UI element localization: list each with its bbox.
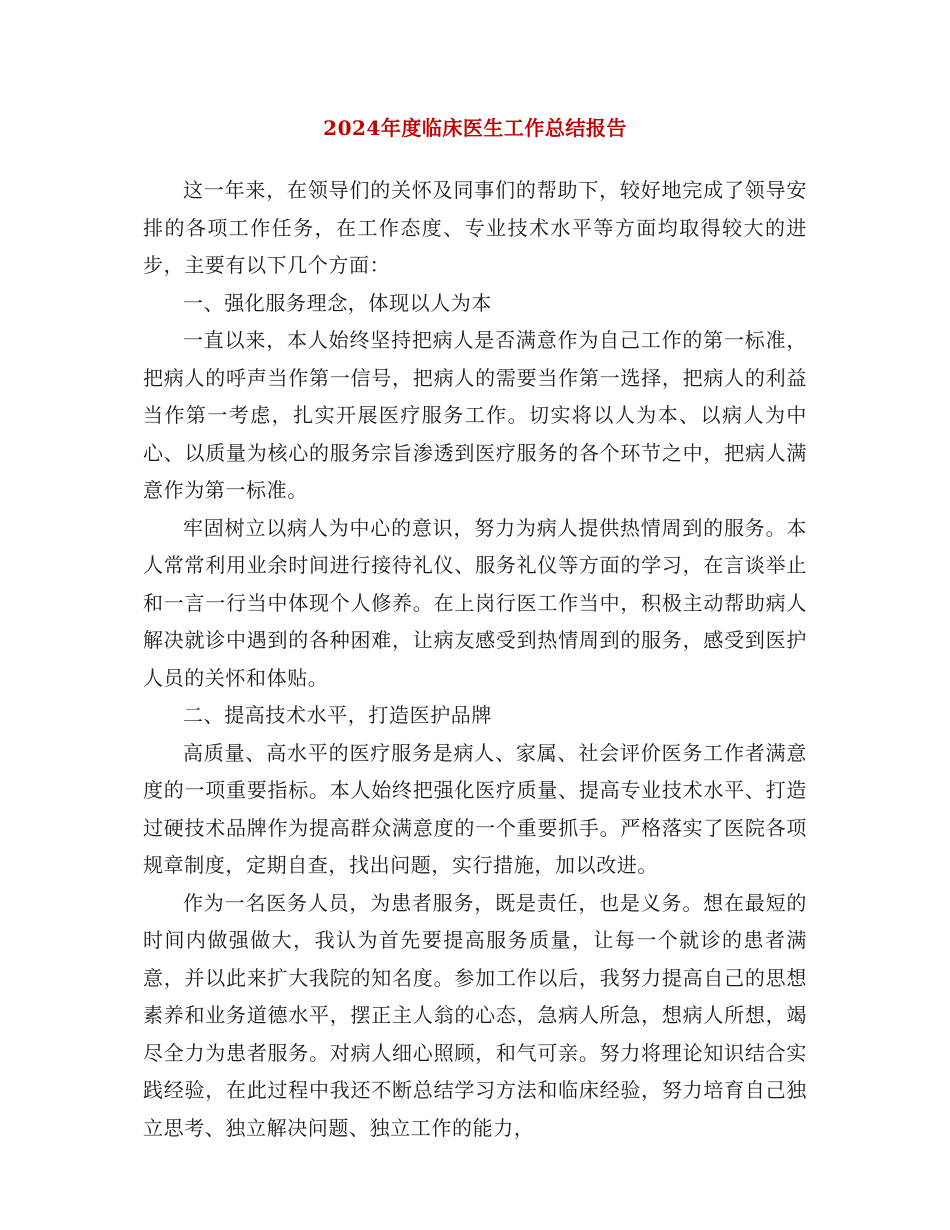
document-page <box>143 108 807 1147</box>
paragraph-service: 作为一名医务人员，为患者服务，既是责任，也是义务。想在最短的时间内做强做大，我认为首先要提高服务质量，让每一个就诊的患者满意，并以此来扩大我院的知名度。参加工作以后，我努力提高自己的思想素养和业务道德水平，摆正主人翁的心态，急病人所急，想病人所想，竭尽全力为患者服务。对病人细心照顾，和气可亲。努力将理论知识结合实践经验，在此过程中我还不断总结学习方法和临床经验，努力培育自己独立思考、独立解决问题、独立工作的能力， <box>143 890 807 1140</box>
section-heading-1: 一、强化服务理念，体现以人为本 <box>183 290 492 315</box>
document-title: 2024年度临床医生工作总结报告 <box>323 116 627 140</box>
paragraph-intro: 这一年来，在领导们的关怀及同事们的帮助下，较好地完成了领导安排的各项工作任务，在工作态度、专业技术水平等方面均取得较大的进步，主要有以下几个方面： <box>143 178 807 277</box>
paragraph-patient-centered: 牢固树立以病人为中心的意识，努力为病人提供热情周到的服务。本人常常利用业余时间进行接待礼仪、服务礼仪等方面的学习，在言谈举止和一言一行当中体现个人修养。在上岗行医工作当中，积极主动帮助病人解决就诊中遇到的各种困难，让病友感受到热情周到的服务，感受到医护人员的关怀和体贴。 <box>143 515 807 690</box>
paragraph-quality: 高质量、高水平的医疗服务是病人、家属、社会评价医务工作者满意度的一项重要指标。本人始终把强化医疗质量、提高专业技术水平、打造过硬技术品牌作为提高群众满意度的一个重要抓手。严格落实了医院各项规章制度，定期自查，找出问题，实行措施，加以改进。 <box>143 740 807 877</box>
section-heading-2: 二、提高技术水平，打造医护品牌 <box>183 703 492 727</box>
paragraph-patient-first: 一直以来，本人始终坚持把病人是否满意作为自己工作的第一标准，把病人的呼声当作第一信号，把病人的需要当作第一选择，把病人的利益当作第一考虑，扎实开展医疗服务工作。切实将以人为本、以病人为中心、以质量为核心的服务宗旨渗透到医疗服务的各个环节之中，把病人满意作为第一标准。 <box>143 328 807 502</box>
